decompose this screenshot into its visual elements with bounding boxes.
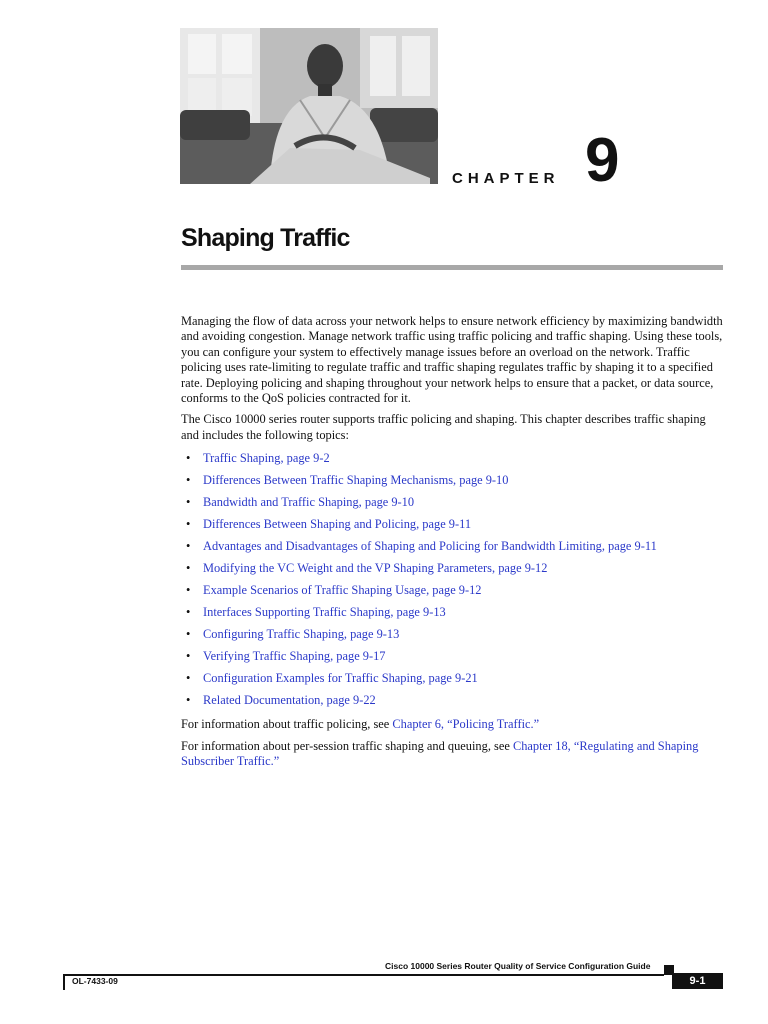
- title-rule: [181, 265, 723, 270]
- footer-page-number: 9-1: [672, 973, 723, 989]
- bullet-icon: •: [186, 495, 191, 510]
- policing-chapter-link[interactable]: Chapter 6, “Policing Traffic.”: [392, 717, 540, 732]
- chapter-body: [181, 314, 723, 775]
- list-item: [181, 581, 723, 603]
- intro-paragraph: The Cisco 10000 series router supports traffic policing and shaping. This chapter describes traffic shaping and includes the following topics:: [181, 412, 706, 442]
- list-item: [181, 559, 723, 581]
- list-item: [181, 515, 723, 537]
- bullet-icon: •: [186, 583, 191, 598]
- chapter-photo: [180, 28, 438, 184]
- bullet-icon: •: [186, 539, 191, 554]
- session-reference: [181, 739, 723, 770]
- man-on-sofa-photo: [180, 28, 438, 184]
- chapter-number: 9: [585, 126, 620, 195]
- intro-paragraph: Managing the flow of data across your network helps to ensure network efficiency by maximizing bandwidth and avoiding congestion. Manage network traffic using traffic policing and traffic shaping. Using these tools, you can configure your system to effectively manage issues before an overload on the network. Traffic policing uses rate-limiting to regulate traffic and traffic shaping regulates traffic by shaping it to a specified rate. Deploying policing and shaping throughout your network helps to ensure that a packet, or data source, conforms to the QoS policies contracted for it.: [181, 314, 723, 406]
- topic-link[interactable]: Traffic Shaping, page 9-2: [203, 451, 330, 466]
- topic-link[interactable]: Related Documentation, page 9-22: [203, 693, 376, 708]
- topic-link[interactable]: Differences Between Shaping and Policing, page 9-11: [203, 517, 472, 532]
- topic-link[interactable]: Verifying Traffic Shaping, page 9-17: [203, 649, 386, 664]
- topic-link[interactable]: Differences Between Traffic Shaping Mechanisms, page 9-10: [203, 473, 509, 488]
- topic-link[interactable]: Bandwidth and Traffic Shaping, page 9-10: [203, 495, 415, 510]
- subscriber-chapter-link[interactable]: Chapter 18, “Regulating and Shaping Subscriber Traffic.”: [181, 738, 699, 769]
- policing-reference: [181, 717, 723, 732]
- chapter-label: CHAPTER: [452, 170, 560, 187]
- list-item: [181, 471, 723, 493]
- bullet-icon: •: [186, 693, 191, 708]
- list-item: [181, 493, 723, 515]
- policing-reference-text: For information about traffic policing, see: [181, 717, 393, 732]
- topic-link[interactable]: Configuring Traffic Shaping, page 9-13: [203, 627, 400, 642]
- topic-link[interactable]: Interfaces Supporting Traffic Shaping, page 9-13: [203, 605, 446, 620]
- list-item: [181, 691, 723, 713]
- bullet-icon: •: [186, 517, 191, 532]
- list-item: [181, 647, 723, 669]
- bullet-icon: •: [186, 561, 191, 576]
- bullet-icon: •: [186, 451, 191, 466]
- list-item: [181, 603, 723, 625]
- list-item: [181, 625, 723, 647]
- list-item: [181, 449, 723, 471]
- page-title: Shaping Traffic: [181, 224, 350, 252]
- bullet-icon: •: [186, 605, 191, 620]
- topic-list: [181, 449, 723, 713]
- topic-link[interactable]: Advantages and Disadvantages of Shaping and Policing for Bandwidth Limiting, page 9-11: [203, 539, 657, 554]
- footer-doc-id: OL-7433-09: [72, 976, 118, 986]
- footer-guide-title: Cisco 10000 Series Router Quality of Service Configuration Guide: [385, 961, 651, 971]
- bullet-icon: •: [186, 627, 191, 642]
- session-reference-text: For information about per-session traffic shaping and queuing, see: [181, 738, 513, 753]
- footer-tick: [63, 974, 65, 990]
- topic-link[interactable]: Modifying the VC Weight and the VP Shaping Parameters, page 9-12: [203, 561, 548, 576]
- footer-rule: [63, 974, 664, 976]
- bullet-icon: •: [186, 473, 191, 488]
- topic-link[interactable]: Example Scenarios of Traffic Shaping Usage, page 9-12: [203, 583, 482, 598]
- list-item: [181, 669, 723, 691]
- bullet-icon: •: [186, 671, 191, 686]
- topic-link[interactable]: Configuration Examples for Traffic Shaping, page 9-21: [203, 671, 478, 686]
- bullet-icon: •: [186, 649, 191, 664]
- list-item: [181, 537, 723, 559]
